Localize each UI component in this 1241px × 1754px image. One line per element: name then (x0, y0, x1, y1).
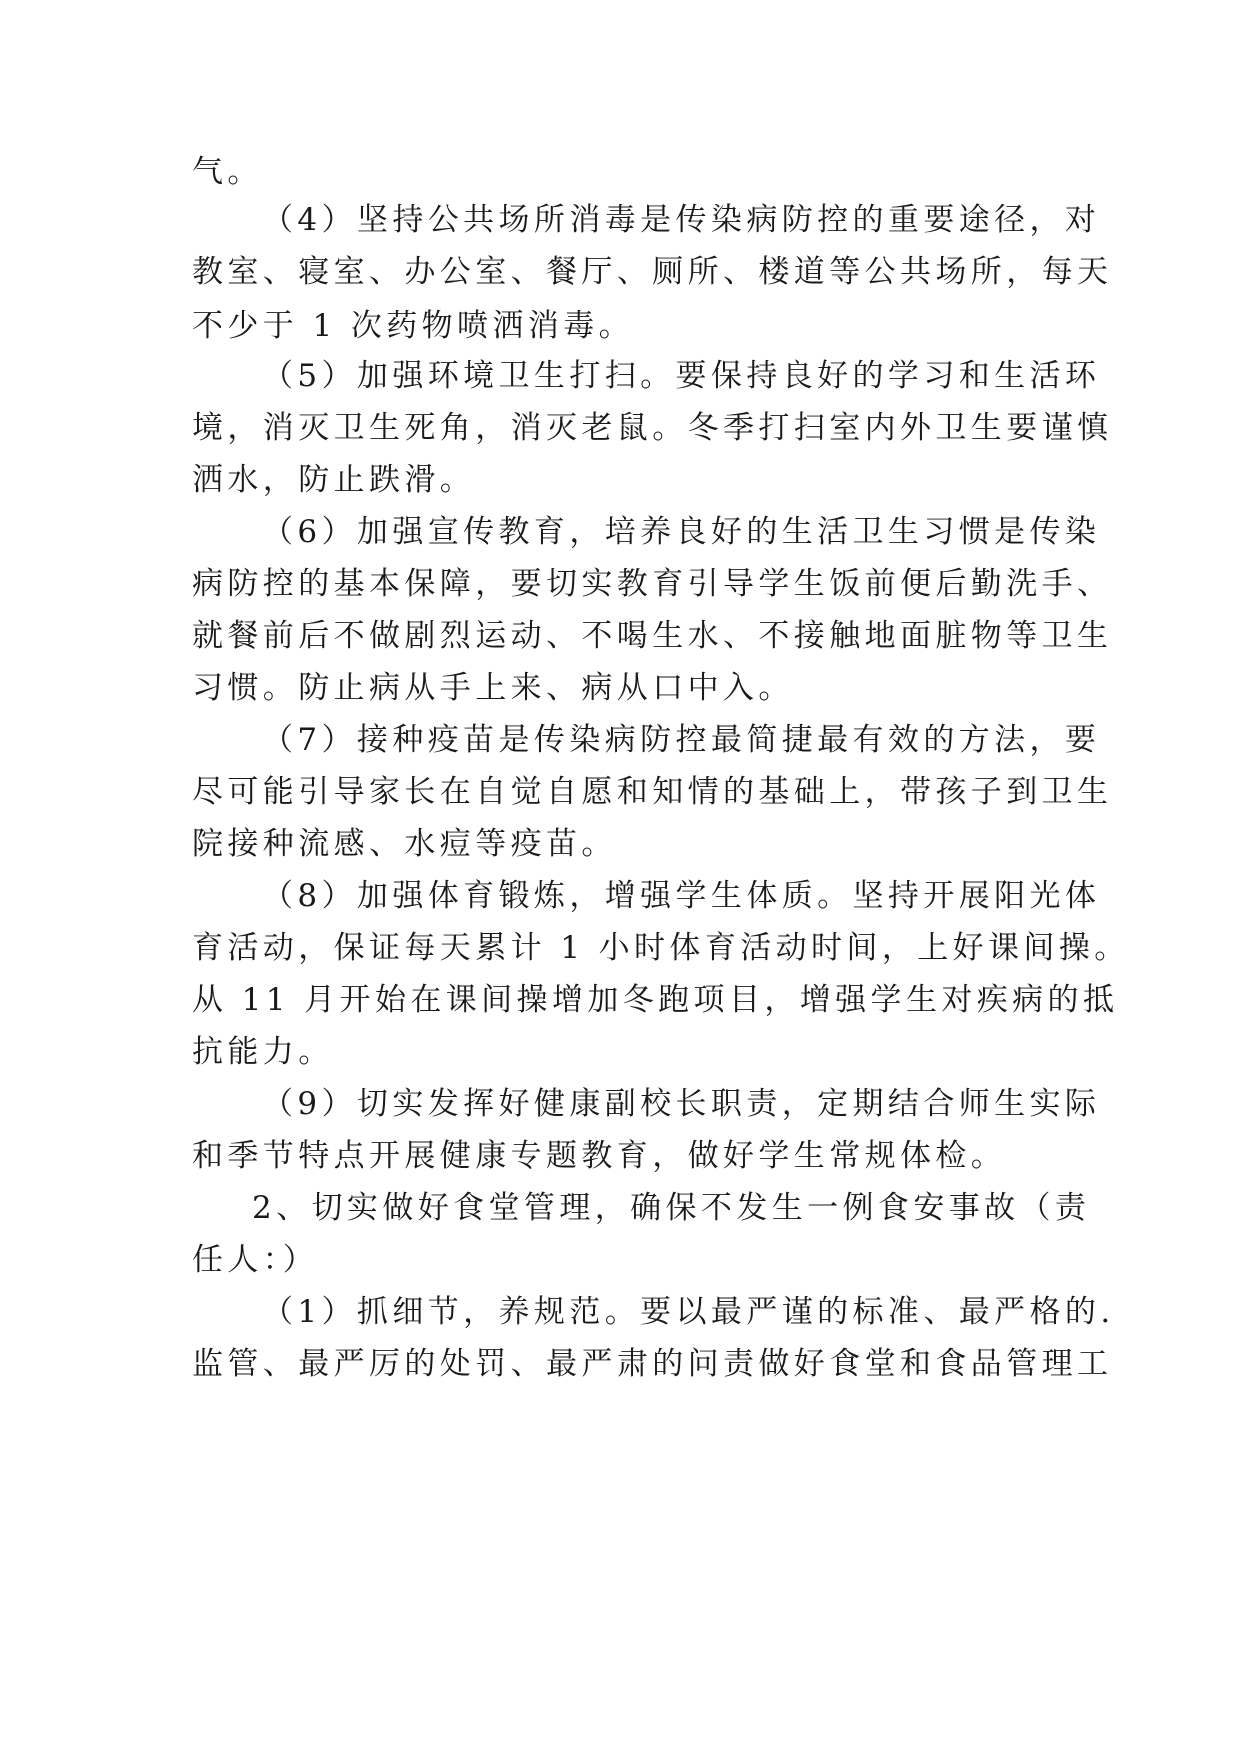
text-line: 不少于 1 次药物喷洒消毒。 (192, 308, 635, 344)
text-line: （7）接种疫苗是传染病防控最简捷最有效的方法，要 (262, 722, 1101, 758)
text-line: 抗能力。 (192, 1034, 334, 1070)
text-line: 病防控的基本保障，要切实教育引导学生饭前便后勤洗手、 (192, 566, 1113, 602)
text-line: 育活动，保证每天累计 1 小时体育活动时间，上好课间操。 (192, 930, 1130, 966)
text-line: （9）切实发挥好健康副校长职责，定期结合师生实际 (262, 1086, 1101, 1122)
text-line: 境，消灭卫生死角，消灭老鼠。冬季打扫室内外卫生要谨慎 (192, 410, 1113, 446)
text-line: 监管、最严厉的处罚、最严肃的问责做好食堂和食品管理工 (192, 1346, 1113, 1382)
text-line: （1）抓细节，养规范。要以最严谨的标准、最严格的. (262, 1294, 1115, 1330)
text-line: （8）加强体育锻炼，增强学生体质。坚持开展阳光体 (262, 878, 1101, 914)
text-line: 教室、寝室、办公室、餐厅、厕所、楼道等公共场所，每天 (192, 254, 1113, 290)
text-line: 就餐前后不做剧烈运动、不喝生水、不接触地面脏物等卫生 (192, 618, 1113, 654)
text-line: 院接种流感、水痘等疫苗。 (192, 826, 617, 862)
text-line: （4）坚持公共场所消毒是传染病防控的重要途径，对 (262, 202, 1101, 238)
text-line: 和季节特点开展健康专题教育，做好学生常规体检。 (192, 1138, 1007, 1174)
text-line: 任人：） (192, 1242, 319, 1278)
text-line: 习惯。防止病从手上来、病从口中入。 (192, 670, 794, 706)
text-line: 洒水，防止跌滑。 (192, 462, 476, 498)
text-line: 气。 (192, 154, 263, 190)
text-line: 从 11 月开始在课间操增加冬跑项目，增强学生对疾病的抵 (192, 982, 1119, 1018)
text-line: 2、切实做好食堂管理，确保不发生一例食安事故（责 (252, 1190, 1091, 1226)
text-line: （5）加强环境卫生打扫。要保持良好的学习和生活环 (262, 358, 1101, 394)
text-line: 尽可能引导家长在自觉自愿和知情的基础上，带孩子到卫生 (192, 774, 1113, 810)
text-line: （6）加强宣传教育，培养良好的生活卫生习惯是传染 (262, 514, 1101, 550)
